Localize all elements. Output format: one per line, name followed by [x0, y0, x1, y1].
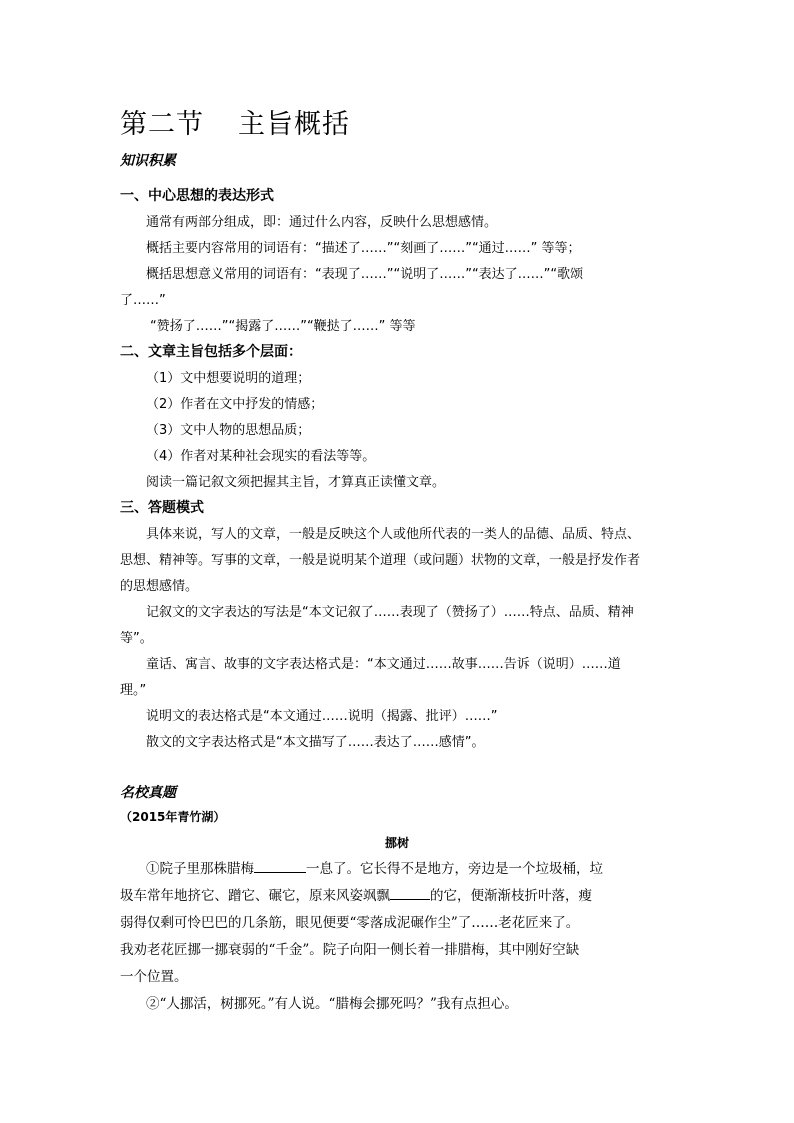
passage-line: ①院子里那株腊梅 一息了。它长得不是地方，旁边是一个垃圾桶，垃: [146, 861, 603, 877]
paragraph-line: “赞扬了……”“揭露了……”“鞭挞了……” 等等: [150, 319, 416, 334]
paragraph-line: 记叙文的文字表达的写法是“本文记叙了……表现了（赞扬了）……特点、品质、精神: [146, 605, 634, 620]
exam-source: （2015年青竹湖）: [120, 810, 226, 824]
paragraph-line: 思想、精神等。写事的文章，一般是说明某个道理（或问题）状物的文章，一般是抒发作者: [120, 553, 641, 568]
paragraph-line: 的思想感情。: [120, 579, 199, 594]
chapter-label: 第二节: [120, 109, 204, 140]
page-title: [120, 102, 350, 141]
list-item: （2）作者在文中抒发的情感；: [146, 397, 324, 412]
paragraph-line: 概括思想意义常用的词语有：“表现了……”“说明了……”“表达了……”“歌颂: [146, 267, 584, 282]
section-2-heading: 二、文章主旨包括多个层面：: [120, 344, 302, 360]
passage-title: 挪树: [384, 836, 409, 850]
section-1-heading: 一、中心思想的表达形式: [120, 188, 274, 204]
paragraph-line: 阅读一篇记叙文须把握其主旨，才算真正读懂文章。: [146, 475, 446, 490]
passage-line: 一个位置。: [120, 969, 188, 985]
section-3-heading: 三、答题模式: [120, 500, 204, 516]
section-knowledge-heading: 知识积累: [120, 153, 176, 169]
paragraph-line: 说明文的表达格式是“本文通过……说明（揭露、批评）……”: [146, 709, 498, 724]
answer-blank[interactable]: [390, 887, 430, 900]
list-item: （1）文中想要说明的道理；: [146, 371, 311, 386]
passage-line: 我劝老花匠挪一挪衰弱的“千金”。院子向阳一侧长着一排腊梅，其中刚好空缺: [120, 942, 580, 958]
paragraph-line: 具体来说，写人的文章，一般是反映这个人或他所代表的一类人的品德、品质、特点、: [146, 527, 641, 542]
paragraph-line: 了……”: [120, 293, 166, 308]
list-item: （3）文中人物的思想品质；: [146, 423, 311, 438]
paragraph-line: 概括主要内容常用的词语有：“描述了……”“刻画了……”“通过……” 等等；: [146, 241, 581, 256]
paragraph-line: 童话、寓言、故事的文字表达格式是：“本文通过……故事……告诉（说明）……道: [146, 657, 621, 672]
passage-line: ②“人挪活，树挪死。”有人说。“腊梅会挪死吗？”我有点担心。: [146, 996, 518, 1012]
paragraph-line: 等”。: [120, 631, 153, 646]
list-item: （4）作者对某种社会现实的看法等等。: [146, 449, 376, 464]
passage-line: 圾车常年地挤它、蹭它、碾它，原来风姿飒飘 的它，便渐渐枝折叶落，瘦: [120, 888, 592, 904]
paragraph-line: 散文的文字表达格式是“本文描写了……表达了……感情”。: [146, 735, 485, 750]
paragraph-line: 通常有两部分组成，即：通过什么内容，反映什么思想感情。: [146, 215, 498, 230]
topic-label: 主旨概括: [238, 109, 350, 140]
passage-line: 弱得仅剩可怜巴巴的几条筋，眼见便要“零落成泥碾作尘”了……老花匠来了。: [120, 915, 580, 931]
answer-blank[interactable]: [254, 860, 306, 873]
exam-heading: 名校真题: [120, 785, 176, 801]
paragraph-line: 理。”: [120, 683, 147, 698]
